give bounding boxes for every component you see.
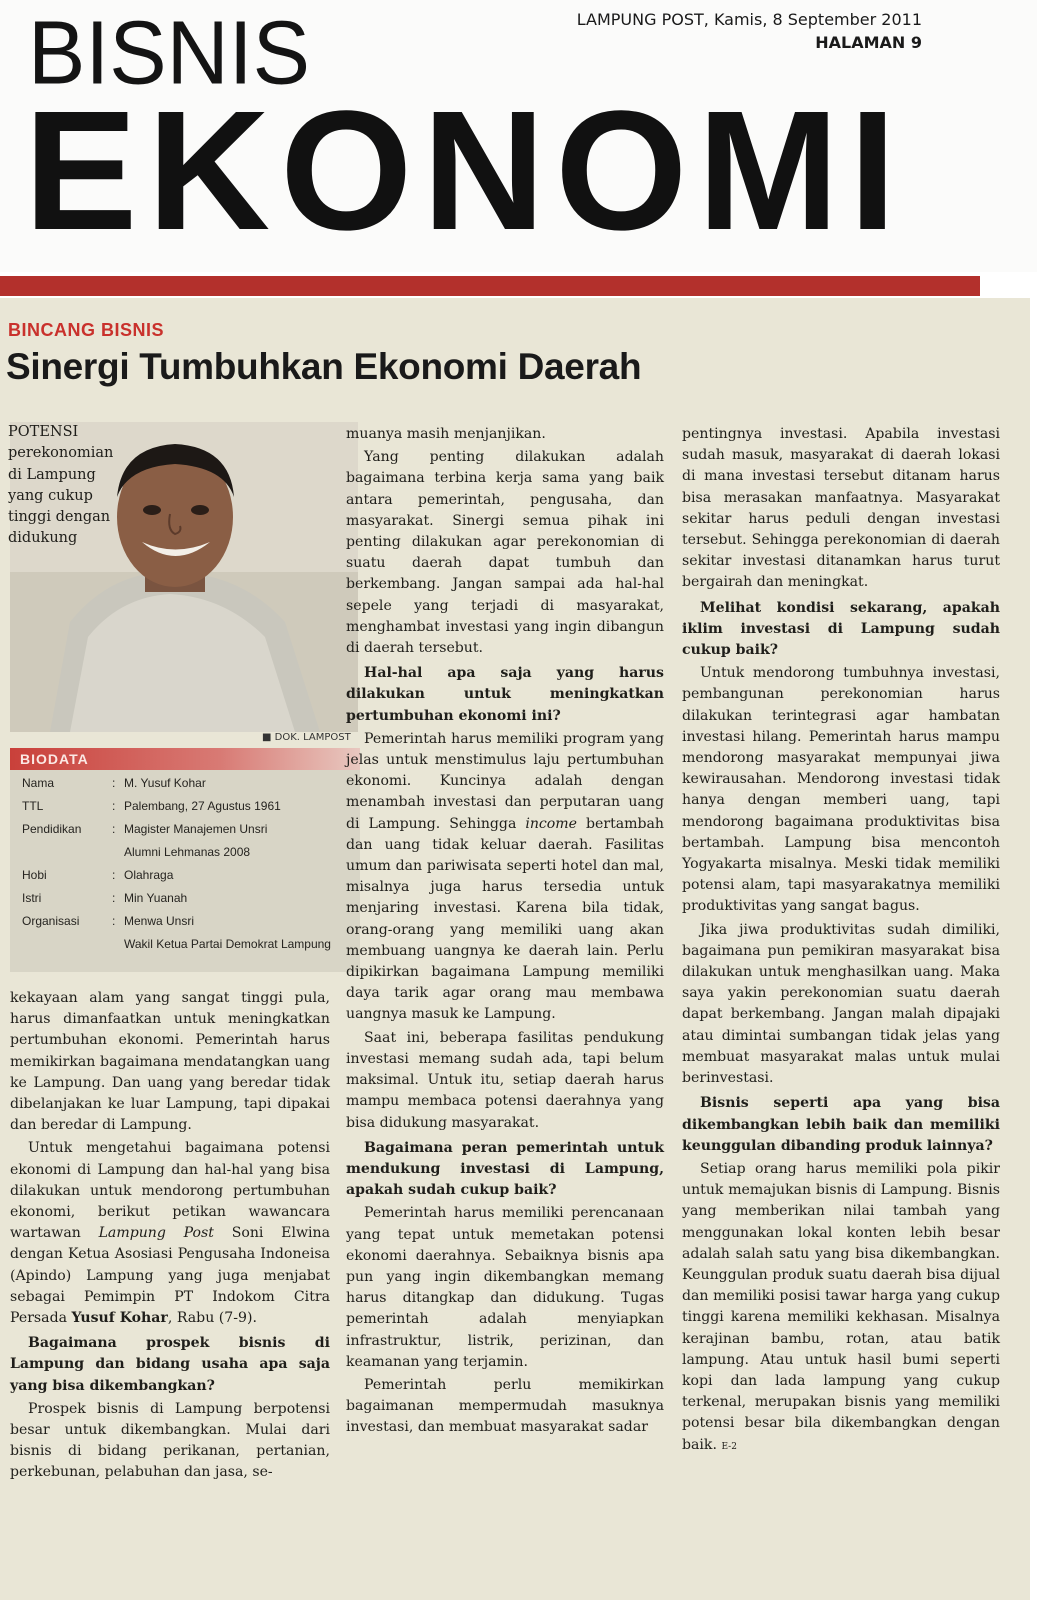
biodata-value: Olahraga bbox=[124, 868, 174, 882]
dateline-text: LAMPUNG POST, Kamis, 8 September 2011 bbox=[576, 10, 922, 29]
author-code: E-2 bbox=[721, 1441, 737, 1452]
interview-question: Bagaimana prospek bisnis di Lampung dan bidang usaha apa saja yang bisa dikembangkan? bbox=[10, 1335, 330, 1394]
biodata-row bbox=[22, 822, 360, 845]
section-divider-bar bbox=[0, 276, 980, 296]
paragraph: pentingnya investasi. Apabila investasi sudah masuk, masyarakat di daerah lokasi di mana investasi tersebut ditanam harus bisa merasakan manfaatnya. Masyarakat sekitar harus peduli dengan investasi tersebut. Sehingga perekonomian di daerah sekitar investasi ditanamkan harus turut bergairah dan meningkat. bbox=[682, 426, 1000, 591]
biodata-row bbox=[22, 891, 360, 914]
interview-question: Hal-hal apa saja yang harus dilakukan untuk meningkatkan pertumbuhan ekonomi ini? bbox=[346, 665, 664, 724]
biodata-row bbox=[22, 914, 360, 937]
biodata-label: TTL bbox=[22, 799, 44, 813]
biodata-title: BIODATA bbox=[20, 751, 89, 767]
article-column-3 bbox=[682, 424, 1000, 1460]
biodata-colon: : bbox=[112, 914, 116, 928]
biodata-label: Istri bbox=[22, 891, 42, 905]
paragraph: Untuk mendorong tumbuhnya investasi, pembangunan perekonomian harus dilakukan terintegrasi agar hambatan investasi hilang. Pemerintah harus mampu mendorong masyarakat mempunyai jiwa kewirausahan. Mendorong investasi tidak hanya dengan memberi uang, tapi mendorong bagaimana produktivitas bisa bertambah. Lampung bisa mencontoh Yogyakarta misalnya. Meski tidak memiliki potensi alam, tapi masyarakatnya memiliki produktivitas yang sangat bagus. bbox=[682, 665, 1000, 915]
photo-credit: ■ DOK. LAMPOST bbox=[262, 732, 351, 743]
biodata-value: Wakil Ketua Partai Demokrat Lampung bbox=[124, 937, 331, 951]
biodata-colon: : bbox=[112, 776, 116, 790]
emphasis-word: income bbox=[525, 815, 577, 832]
paragraph-text: Setiap orang harus memiliki pola pikir untuk memajukan bisnis di Lampung. Bisnis yang memberikan nilai tambah yang menggunakan lokal konten lebih besar adalah salah satu yang bisa dikembangkan. Keunggulan produk suatu daerah bisa dijual dan memiliki posisi tawar harga yang cukup tinggi karena memiliki kekhasan. Misalnya kerajinan bambu, rotan, atau batik lampung. Atau untuk hasil bumi seperti kopi dan lada lampung yang cukup terkenal, merupakan bisnis yang memiliki potensi besar bila dikembangkan dengan baik. bbox=[682, 1160, 1000, 1453]
biodata-row bbox=[22, 868, 360, 891]
interviewee-name: Yusuf Kohar bbox=[71, 1310, 168, 1327]
biodata-box bbox=[10, 748, 360, 972]
biodata-colon: : bbox=[112, 891, 116, 905]
paragraph: Prospek bisnis di Lampung berpotensi besar untuk dikembangkan. Mulai dari bisnis di bidang perikanan, pertanian, perkebunan, pelabuhan dan jasa, se- bbox=[10, 1400, 330, 1481]
biodata-table bbox=[22, 776, 360, 960]
paragraph-text: bertambah dan uang tidak keluar daerah. Fasilitas umum dan pariwisata seperti hotel dan mal, misalnya juga harus tersedia untuk menjaring investasi. Karena bila tidak, orang-orang yang memiliki uang akan membuang uangnya ke daerah lain. Perlu dipikirkan bagaimana Lampung memiliki daya tarik agar orang mau membawa uangnya masuk ke Lampung. bbox=[346, 815, 665, 1023]
biodata-value: Palembang, 27 Agustus 1961 bbox=[124, 799, 281, 813]
publication-name: Lampung Post bbox=[98, 1225, 214, 1242]
biodata-header bbox=[10, 748, 360, 770]
biodata-value: Min Yuanah bbox=[124, 891, 188, 905]
article-column-2 bbox=[346, 424, 664, 1441]
biodata-label: Pendidikan bbox=[22, 822, 82, 836]
biodata-value: Menwa Unsri bbox=[124, 914, 195, 928]
page-number: HALAMAN 9 bbox=[815, 33, 922, 53]
kicker: BINCANG BISNIS bbox=[8, 320, 165, 340]
biodata-value: Alumni Lehmanas 2008 bbox=[124, 845, 251, 859]
paragraph-text: , Rabu (7-9). bbox=[167, 1310, 257, 1327]
paragraph bbox=[346, 729, 664, 1026]
section-title-ekonomi: EKONOMI bbox=[24, 76, 907, 266]
interview-question: Melihat kondisi sekarang, apakah iklim investasi di Lampung sudah cukup baik? bbox=[682, 599, 1000, 659]
biodata-colon: : bbox=[112, 822, 116, 836]
headline: Sinergi Tumbuhkan Ekonomi Daerah bbox=[6, 346, 642, 387]
biodata-label: Hobi bbox=[22, 868, 47, 882]
paragraph bbox=[682, 1159, 1000, 1458]
biodata-row bbox=[22, 799, 360, 822]
paragraph-text: Pemerintah harus memiliki program yang jelas untuk menstimulus laju pertumbuhan ekonomi. Kuncinya adalah dengan menambah investasi dan perputaran uang di Lampung. Sehingga bbox=[346, 730, 664, 832]
article-column-1 bbox=[10, 988, 330, 1486]
paragraph: kekayaan alam yang sangat tinggi pula, harus dimanfaatkan untuk meningkatkan pertumbuhan ekonomi. Pemerintah harus memikirkan bagaimana mendatangkan uang ke Lampung. Dan uang yang beredar tidak dibelanjakan ke luar Lampung, tapi dipakai dan beredar di Lampung. bbox=[10, 990, 330, 1134]
paragraph: Jika jiwa produktivitas sudah dimiliki, bagaimana pun pemikiran masyarakat bisa dilakukan untuk menghasilkan uang. Maka saya yakin perekonomian suatu daerah dapat berkembang. Jangan malah dipajaki atau dimintai sumbangan tidak jelas yang membuat masyarakat malas untuk mulai berinvestasi. bbox=[682, 921, 1000, 1087]
paragraph-text: Soni Elwina dengan Ketua Asosiasi Pengusaha Indoneisa (Apindo) Lampung yang juga menjabat sebagai Pemimpin PT Indokom Citra Persada bbox=[10, 1225, 330, 1327]
paragraph-text: Untuk mengetahui bagaimana potensi ekonomi di Lampung dan hal-hal yang bisa dilakukan untuk mendorong pertumbuhan ekonomi, berikut petikan wawancara wartawan bbox=[10, 1140, 330, 1242]
dateline bbox=[577, 8, 922, 54]
biodata-row bbox=[22, 776, 360, 799]
biodata-value: M. Yusuf Kohar bbox=[124, 776, 206, 790]
paragraph bbox=[10, 1138, 330, 1329]
paragraph: Yang penting dilakukan adalah bagaimana terbina kerja sama yang baik antara pemerintah, pengusaha, dan masyarakat. Sinergi semua pihak ini penting dilakukan agar perekonomian di suatu daerah dapat tumbuh dan berkembang. Jangan sampai ada hal-hal sepele yang terjadi di masyarakat, menghambat investasi yang ingin dibangun di daerah tersebut. bbox=[346, 449, 664, 657]
paragraph: Pemerintah harus memiliki perencanaan yang tepat untuk memetakan potensi ekonomi daerahnya. Sebaiknya bisnis apa pun yang ingin dikembangkan memang harus ditangkap dan didukung. Tugas pemerintah adalah menyiapkan infrastruktur, listrik, perizinan, dan keamanan yang terjamin. bbox=[346, 1205, 664, 1370]
lead-text: POTENSI perekonomian di Lampung yang cukup tinggi dengan didukung bbox=[8, 424, 114, 547]
biodata-row bbox=[22, 845, 360, 868]
biodata-row bbox=[22, 937, 360, 960]
paragraph: Pemerintah perlu memikirkan bagaimanan mempermudah masuknya investasi, dan membuat masyarakat sadar bbox=[346, 1376, 664, 1436]
interview-question: Bisnis seperti apa yang bisa dikembangkan lebih baik dan memiliki keunggulan dibanding produk lainnya? bbox=[682, 1095, 1000, 1154]
paragraph: muanya masih menjanjikan. bbox=[346, 426, 546, 442]
biodata-colon: : bbox=[112, 868, 116, 882]
article bbox=[0, 298, 1030, 1600]
biodata-value: Magister Manajemen Unsri bbox=[124, 822, 268, 836]
paragraph: Saat ini, beberapa fasilitas pendukung investasi memang sudah ada, tapi belum maksimal. Untuk itu, setiap daerah harus mampu membaca potensi daerahnya yang bisa didukung masyarakat. bbox=[346, 1029, 664, 1131]
section-title-bisnis: BISNIS bbox=[28, 2, 310, 104]
biodata-colon: : bbox=[112, 799, 116, 813]
biodata-label: Nama bbox=[22, 776, 55, 790]
interview-question: Bagaimana peran pemerintah untuk mendukung investasi di Lampung, apakah sudah cukup baik? bbox=[346, 1139, 664, 1199]
masthead bbox=[0, 0, 1037, 272]
biodata-label: Organisasi bbox=[22, 914, 80, 928]
